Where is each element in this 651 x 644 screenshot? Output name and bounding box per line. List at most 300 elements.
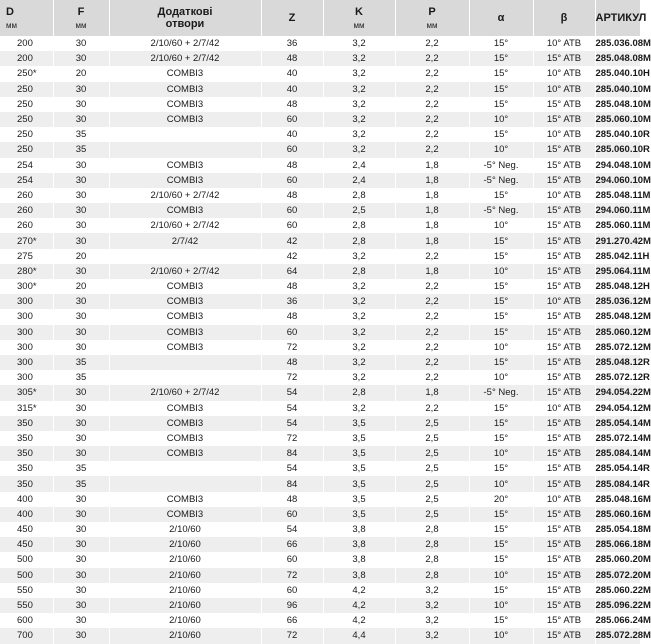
cell-p: 3,2: [395, 583, 469, 598]
cell-alpha: 10°: [469, 598, 533, 613]
cell-beta: 15° ATB: [533, 613, 595, 628]
cell-holes: [109, 142, 261, 157]
cell-article: 285.048.08M: [595, 51, 640, 66]
cell-holes: COMBI3: [109, 112, 261, 127]
cell-article: 285.096.22M: [595, 598, 640, 613]
cell-p: 2,8: [395, 522, 469, 537]
cell-holes: COMBI3: [109, 82, 261, 97]
cell-f: 30: [53, 522, 109, 537]
cell-article: 291.270.42M: [595, 233, 640, 248]
cell-f: 30: [53, 188, 109, 203]
cell-f: 20: [53, 279, 109, 294]
cell-k: 3,8: [323, 522, 395, 537]
cell-d: 300*: [17, 281, 37, 293]
cell-beta: 15° ATB: [533, 431, 595, 446]
cell-f: 35: [53, 461, 109, 476]
cell-p: 2,2: [395, 97, 469, 112]
cell-article: 285.084.14M: [595, 446, 640, 461]
col-header-d: D мм: [6, 5, 17, 30]
cell-z: 72: [261, 568, 323, 583]
cell-article: 285.042.11H: [595, 249, 640, 264]
cell-z: 60: [261, 173, 323, 188]
cell-f: 30: [53, 36, 109, 51]
cell-article: 285.072.14M: [595, 431, 640, 446]
cell-d: 450: [17, 539, 33, 551]
cell-k: 3,2: [323, 66, 395, 81]
cell-article: 285.072.28M: [595, 628, 640, 643]
cell-z: 48: [261, 279, 323, 294]
cell-holes: [109, 476, 261, 491]
cell-beta: 15° ATB: [533, 416, 595, 431]
table-header: [0, 0, 647, 36]
cell-p: 2,2: [395, 401, 469, 416]
cell-d: 350: [17, 417, 33, 429]
cell-d: 450: [17, 524, 33, 536]
cell-article: 285.048.12H: [595, 279, 640, 294]
cell-beta: 15° ATB: [533, 355, 595, 370]
table-row: [0, 173, 640, 188]
cell-f: 30: [53, 233, 109, 248]
cell-alpha: 10°: [469, 142, 533, 157]
table-row: [0, 492, 640, 507]
col-header-z: Z: [261, 0, 323, 36]
cell-alpha: 15°: [469, 309, 533, 324]
table-row: [0, 82, 640, 97]
cell-k: 2,8: [323, 188, 395, 203]
cell-article: 285.060.22M: [595, 583, 640, 598]
cell-k: 3,2: [323, 325, 395, 340]
cell-beta: 15° ATB: [533, 203, 595, 218]
cell-holes: COMBI3: [109, 279, 261, 294]
cell-d: 254: [17, 174, 33, 186]
col-header-beta: β: [533, 0, 595, 36]
cell-holes: 2/10/60 + 2/7/42: [109, 385, 261, 400]
cell-f: 30: [53, 218, 109, 233]
cell-z: 36: [261, 294, 323, 309]
cell-d: 350: [17, 448, 33, 460]
cell-p: 2,5: [395, 416, 469, 431]
cell-k: 3,2: [323, 82, 395, 97]
cell-article: 285.060.11M: [595, 218, 640, 233]
cell-p: 3,2: [395, 628, 469, 643]
cell-alpha: 20°: [469, 492, 533, 507]
cell-z: 72: [261, 628, 323, 643]
cell-z: 48: [261, 97, 323, 112]
cell-f: 30: [53, 537, 109, 552]
cell-f: 35: [53, 355, 109, 370]
cell-z: 54: [261, 385, 323, 400]
cell-p: 2,2: [395, 51, 469, 66]
cell-d: 500: [17, 569, 33, 581]
cell-article: 294.060.11M: [595, 203, 640, 218]
cell-holes: 2/10/60 + 2/7/42: [109, 36, 261, 51]
cell-d: 600: [17, 615, 33, 627]
cell-z: 40: [261, 82, 323, 97]
cell-z: 84: [261, 476, 323, 491]
cell-d: 300: [17, 296, 33, 308]
cell-z: 60: [261, 218, 323, 233]
cell-z: 54: [261, 461, 323, 476]
cell-p: 2,2: [395, 249, 469, 264]
cell-f: 35: [53, 370, 109, 385]
cell-article: 285.072.20M: [595, 568, 640, 583]
cell-f: 30: [53, 507, 109, 522]
cell-article: 285.054.14M: [595, 416, 640, 431]
cell-z: 66: [261, 537, 323, 552]
cell-f: 20: [53, 66, 109, 81]
cell-d: 550: [17, 600, 33, 612]
cell-alpha: -5° Neg.: [469, 173, 533, 188]
cell-beta: 15° ATB: [533, 325, 595, 340]
cell-beta: 10° ATB: [533, 66, 595, 81]
cell-beta: 15° ATB: [533, 552, 595, 567]
cell-p: 2,8: [395, 568, 469, 583]
cell-article: 285.048.12R: [595, 355, 640, 370]
cell-alpha: 10°: [469, 446, 533, 461]
cell-k: 3,5: [323, 461, 395, 476]
cell-k: 3,2: [323, 355, 395, 370]
cell-alpha: -5° Neg.: [469, 158, 533, 173]
table-row: [0, 401, 640, 416]
cell-p: 2,2: [395, 127, 469, 142]
cell-holes: 2/10/60: [109, 537, 261, 552]
cell-z: 96: [261, 598, 323, 613]
cell-holes: 2/10/60: [109, 552, 261, 567]
table-row: [0, 385, 640, 400]
cell-z: 54: [261, 401, 323, 416]
cell-z: 36: [261, 36, 323, 51]
cell-holes: COMBI3: [109, 173, 261, 188]
cell-beta: 15° ATB: [533, 233, 595, 248]
table-row: [0, 613, 640, 628]
cell-z: 60: [261, 203, 323, 218]
table-row: [0, 598, 640, 613]
col-header-k: K мм: [323, 0, 395, 36]
cell-beta: 15° ATB: [533, 507, 595, 522]
cell-f: 30: [53, 613, 109, 628]
cell-article: 285.040.10R: [595, 127, 640, 142]
cell-article: 294.048.10M: [595, 158, 640, 173]
cell-d: 200: [17, 53, 33, 65]
cell-k: 3,2: [323, 127, 395, 142]
cell-f: 30: [53, 173, 109, 188]
cell-beta: 10° ATB: [533, 492, 595, 507]
cell-f: 35: [53, 476, 109, 491]
table-row: [0, 583, 640, 598]
cell-beta: 15° ATB: [533, 51, 595, 66]
cell-p: 2,2: [395, 112, 469, 127]
cell-article: 285.048.12M: [595, 309, 640, 324]
cell-p: 2,5: [395, 461, 469, 476]
cell-d: 300: [17, 341, 33, 353]
cell-article: 285.054.14R: [595, 461, 640, 476]
cell-z: 40: [261, 66, 323, 81]
cell-d: 260: [17, 189, 33, 201]
cell-f: 30: [53, 51, 109, 66]
cell-beta: 15° ATB: [533, 340, 595, 355]
cell-beta: 15° ATB: [533, 476, 595, 491]
cell-p: 2,2: [395, 66, 469, 81]
table-row: [0, 340, 640, 355]
cell-article: 285.048.10M: [595, 97, 640, 112]
cell-f: 30: [53, 583, 109, 598]
cell-d: 250: [17, 83, 33, 95]
table-row: [0, 446, 640, 461]
cell-holes: COMBI3: [109, 492, 261, 507]
cell-z: 72: [261, 370, 323, 385]
table-row: [0, 568, 640, 583]
table-row: [0, 188, 640, 203]
cell-f: 30: [53, 309, 109, 324]
cell-k: 3,8: [323, 537, 395, 552]
table-row: [0, 628, 640, 643]
cell-p: 1,8: [395, 233, 469, 248]
table-row: [0, 264, 640, 279]
cell-holes: 2/10/60: [109, 628, 261, 643]
cell-holes: 2/10/60: [109, 583, 261, 598]
cell-beta: 10° ATB: [533, 127, 595, 142]
cell-k: 3,5: [323, 476, 395, 491]
table-row: [0, 370, 640, 385]
cell-z: 72: [261, 340, 323, 355]
cell-holes: COMBI3: [109, 66, 261, 81]
cell-z: 54: [261, 522, 323, 537]
cell-d: 315*: [17, 402, 37, 414]
cell-k: 3,2: [323, 97, 395, 112]
cell-k: 2,8: [323, 264, 395, 279]
cell-article: 285.060.20M: [595, 552, 640, 567]
cell-holes: COMBI3: [109, 325, 261, 340]
cell-beta: 10° ATB: [533, 82, 595, 97]
cell-f: 35: [53, 127, 109, 142]
cell-d: 300: [17, 357, 33, 369]
cell-article: 295.064.11M: [595, 264, 640, 279]
cell-alpha: 15°: [469, 36, 533, 51]
cell-beta: 15° ATB: [533, 173, 595, 188]
cell-f: 30: [53, 340, 109, 355]
table-row: [0, 66, 640, 81]
cell-alpha: 15°: [469, 401, 533, 416]
cell-k: 4,2: [323, 583, 395, 598]
cell-article: 285.084.14R: [595, 476, 640, 491]
table-body: [0, 36, 651, 644]
cell-p: 2,5: [395, 431, 469, 446]
cell-alpha: 15°: [469, 233, 533, 248]
cell-d: 260: [17, 220, 33, 232]
cell-d: 550: [17, 584, 33, 596]
cell-holes: COMBI3: [109, 97, 261, 112]
table-row: [0, 36, 640, 51]
cell-k: 2,4: [323, 173, 395, 188]
cell-k: 2,8: [323, 233, 395, 248]
cell-z: 64: [261, 264, 323, 279]
cell-p: 1,8: [395, 264, 469, 279]
cell-alpha: 10°: [469, 264, 533, 279]
cell-f: 30: [53, 82, 109, 97]
cell-alpha: 15°: [469, 583, 533, 598]
cell-beta: 10° ATB: [533, 401, 595, 416]
cell-d: 500: [17, 554, 33, 566]
table-row: [0, 507, 640, 522]
cell-z: 48: [261, 492, 323, 507]
cell-p: 2,2: [395, 355, 469, 370]
cell-alpha: 15°: [469, 355, 533, 370]
table-row: [0, 552, 640, 567]
cell-f: 30: [53, 492, 109, 507]
cell-p: 2,2: [395, 309, 469, 324]
cell-k: 3,2: [323, 142, 395, 157]
cell-f: 30: [53, 446, 109, 461]
cell-k: 3,5: [323, 507, 395, 522]
table-row: [0, 233, 640, 248]
cell-holes: COMBI3: [109, 309, 261, 324]
cell-article: 294.060.10M: [595, 173, 640, 188]
cell-k: 3,5: [323, 416, 395, 431]
cell-f: 30: [53, 325, 109, 340]
cell-alpha: 10°: [469, 218, 533, 233]
cell-holes: 2/10/60 + 2/7/42: [109, 51, 261, 66]
cell-p: 1,8: [395, 385, 469, 400]
cell-f: 30: [53, 385, 109, 400]
table-row: [0, 537, 640, 552]
cell-alpha: 15°: [469, 82, 533, 97]
col-header-alpha: α: [469, 0, 533, 36]
cell-d: 200: [17, 38, 33, 50]
cell-article: 285.072.12M: [595, 340, 640, 355]
col-header-article: АРТИКУЛ: [595, 0, 640, 36]
table-row: [0, 416, 640, 431]
cell-p: 1,8: [395, 188, 469, 203]
cell-holes: 2/10/60 + 2/7/42: [109, 218, 261, 233]
cell-z: 54: [261, 416, 323, 431]
cell-beta: 15° ATB: [533, 522, 595, 537]
cell-p: 2,5: [395, 446, 469, 461]
cell-z: 72: [261, 431, 323, 446]
cell-z: 84: [261, 446, 323, 461]
cell-p: 2,2: [395, 294, 469, 309]
cell-beta: 15° ATB: [533, 218, 595, 233]
cell-holes: 2/10/60 + 2/7/42: [109, 264, 261, 279]
cell-article: 285.060.16M: [595, 507, 640, 522]
table-row: [0, 127, 640, 142]
cell-k: 4,4: [323, 628, 395, 643]
cell-holes: 2/10/60: [109, 598, 261, 613]
cell-p: 1,8: [395, 203, 469, 218]
cell-holes: 2/7/42: [109, 233, 261, 248]
cell-z: 60: [261, 142, 323, 157]
cell-p: 2,2: [395, 36, 469, 51]
cell-holes: COMBI3: [109, 294, 261, 309]
table-row: [0, 112, 640, 127]
cell-k: 2,8: [323, 385, 395, 400]
cell-alpha: 10°: [469, 340, 533, 355]
cell-d: 350: [17, 432, 33, 444]
cell-alpha: 15°: [469, 294, 533, 309]
cell-article: 285.066.18M: [595, 537, 640, 552]
table-row: [0, 97, 640, 112]
cell-d: 700: [17, 630, 33, 642]
cell-k: 2,4: [323, 158, 395, 173]
cell-article: 285.048.11M: [595, 188, 640, 203]
cell-beta: 15° ATB: [533, 628, 595, 643]
cell-k: 3,5: [323, 492, 395, 507]
cell-alpha: 15°: [469, 522, 533, 537]
cell-beta: 15° ATB: [533, 309, 595, 324]
cell-holes: COMBI3: [109, 401, 261, 416]
cell-holes: COMBI3: [109, 446, 261, 461]
cell-z: 60: [261, 112, 323, 127]
cell-k: 3,2: [323, 51, 395, 66]
cell-beta: 15° ATB: [533, 158, 595, 173]
cell-z: 42: [261, 233, 323, 248]
cell-p: 2,2: [395, 325, 469, 340]
cell-d: 300: [17, 372, 33, 384]
cell-alpha: -5° Neg.: [469, 203, 533, 218]
cell-p: 2,2: [395, 142, 469, 157]
cell-holes: [109, 461, 261, 476]
header-row: [0, 0, 640, 36]
cell-article: 285.036.08M: [595, 36, 640, 51]
cell-d: 350: [17, 478, 33, 490]
cell-alpha: 15°: [469, 552, 533, 567]
cell-article: 285.060.10R: [595, 142, 640, 157]
cell-z: 60: [261, 507, 323, 522]
cell-z: 42: [261, 249, 323, 264]
cell-alpha: 15°: [469, 325, 533, 340]
cell-article: 285.060.12M: [595, 325, 640, 340]
cell-article: 285.060.10M: [595, 112, 640, 127]
cell-d: 400: [17, 493, 33, 505]
cell-article: 285.036.12M: [595, 294, 640, 309]
cell-k: 3,2: [323, 279, 395, 294]
col-header-holes: Додаткові отвори: [109, 0, 261, 36]
table-row: [0, 522, 640, 537]
cell-alpha: 15°: [469, 66, 533, 81]
cell-p: 1,8: [395, 158, 469, 173]
table-row: [0, 249, 640, 264]
cell-k: 3,2: [323, 370, 395, 385]
cell-alpha: 15°: [469, 188, 533, 203]
cell-beta: 15° ATB: [533, 568, 595, 583]
table-row: [0, 218, 640, 233]
cell-z: 60: [261, 325, 323, 340]
cell-d: 250: [17, 129, 33, 141]
cell-alpha: 15°: [469, 613, 533, 628]
cell-beta: 15° ATB: [533, 385, 595, 400]
cell-article: 285.048.16M: [595, 492, 640, 507]
cell-alpha: 10°: [469, 112, 533, 127]
cell-beta: 10° ATB: [533, 188, 595, 203]
cell-beta: 15° ATB: [533, 264, 595, 279]
cell-z: 48: [261, 51, 323, 66]
table-row: [0, 51, 640, 66]
cell-beta: 15° ATB: [533, 598, 595, 613]
cell-beta: 15° ATB: [533, 461, 595, 476]
cell-holes: 2/10/60: [109, 568, 261, 583]
cell-f: 30: [53, 158, 109, 173]
cell-holes: 2/10/60: [109, 522, 261, 537]
cell-d: 250*: [17, 68, 37, 80]
cell-f: 30: [53, 97, 109, 112]
table-row: [0, 325, 640, 340]
cell-k: 3,2: [323, 249, 395, 264]
cell-article: 285.054.18M: [595, 522, 640, 537]
cell-p: 1,8: [395, 173, 469, 188]
cell-f: 30: [53, 598, 109, 613]
cell-alpha: 15°: [469, 249, 533, 264]
cell-beta: 15° ATB: [533, 249, 595, 264]
cell-alpha: 15°: [469, 431, 533, 446]
